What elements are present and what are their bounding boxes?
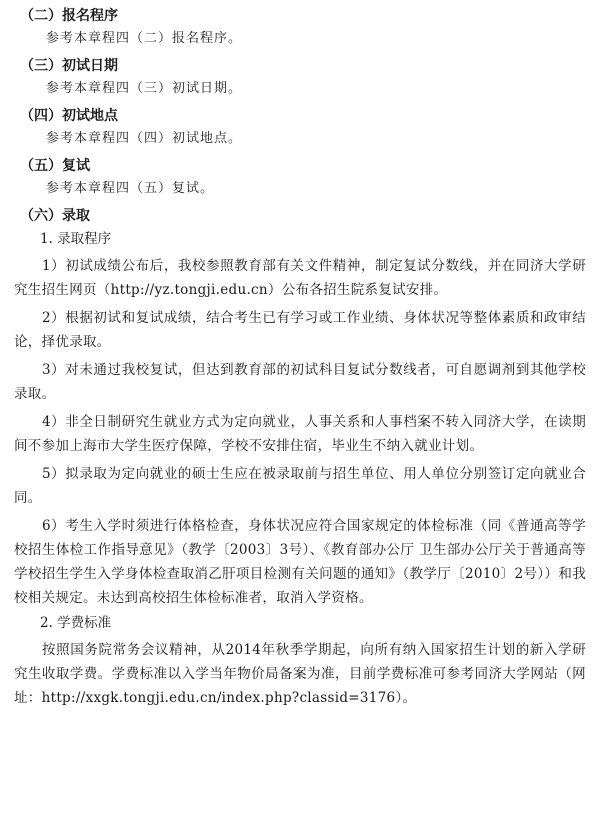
section-registration	[14, 6, 586, 50]
procedure-title: 1. 录取程序	[40, 231, 112, 247]
section-reference: 参考本章程四（五）复试。	[46, 181, 215, 196]
section-heading: （五）复试	[20, 158, 90, 174]
section-reference: 参考本章程四（三）初试日期。	[46, 81, 243, 96]
section-admission	[14, 206, 586, 710]
section-reference: 参考本章程四（二）报名程序。	[46, 31, 243, 46]
section-exam-date	[14, 56, 586, 100]
procedure-item: 4）非全日制研究生就业方式为定向就业，人事关系和人事档案不转入同济大学，在读期间不参加上海市大学生医疗保障，学校不安排住宿，毕业生不纳入就业计划。	[14, 414, 586, 454]
section-reexam	[14, 156, 586, 200]
section-heading: （三）初试日期	[20, 58, 118, 74]
procedure-item: 3）对未通过我校复试，但达到教育部的初试科目复试分数线者，可自愿调剂到其他学校录取。	[14, 362, 586, 402]
procedure-item: 1）初试成绩公布后，我校参照教育部有关文件精神，制定复试分数线，并在同济大学研究生招生网页（http://yz.tongji.edu.cn）公布各招生院系复试安排。	[14, 258, 586, 298]
section-heading: （二）报名程序	[20, 8, 118, 24]
procedure-item: 5）拟录取为定向就业的硕士生应在被录取前与招生单位、用人单位分别签订定向就业合同。	[14, 466, 586, 506]
section-reference: 参考本章程四（四）初试地点。	[46, 131, 243, 146]
fee-text: 按照国务院常务会议精神，从2014年秋季学期起，向所有纳入国家招生计划的新入学研究生收取学费。学费标准以入学当年物价局备案为准，目前学费标准可参考同济大学网站（网址：http://xxgk.tongji.edu.cn/index.php?classid=3176）。	[14, 642, 586, 706]
procedure-item: 6）考生入学时须进行体格检查，身体状况应符合国家规定的体检标准（同《普通高等学校招生体检工作指导意见》（教学〔2003〕3号）、《教育部办公厅 卫生部办公厅关于普通高等学校招生学生入学身体检查取消乙肝项目检测有关问题的通知》（教学厅〔2010〕2号））和我校相关规定。未达到高校招生体检标准者，取消入学资格。	[14, 518, 586, 606]
fee-title: 2. 学费标准	[40, 615, 112, 631]
section-exam-location	[14, 106, 586, 150]
procedure-item: 2）根据初试和复试成绩，结合考生已有学习或工作业绩、身体状况等整体素质和政审结论，择优录取。	[14, 310, 586, 350]
section-heading: （四）初试地点	[20, 108, 118, 124]
section-heading: （六）录取	[20, 208, 90, 224]
